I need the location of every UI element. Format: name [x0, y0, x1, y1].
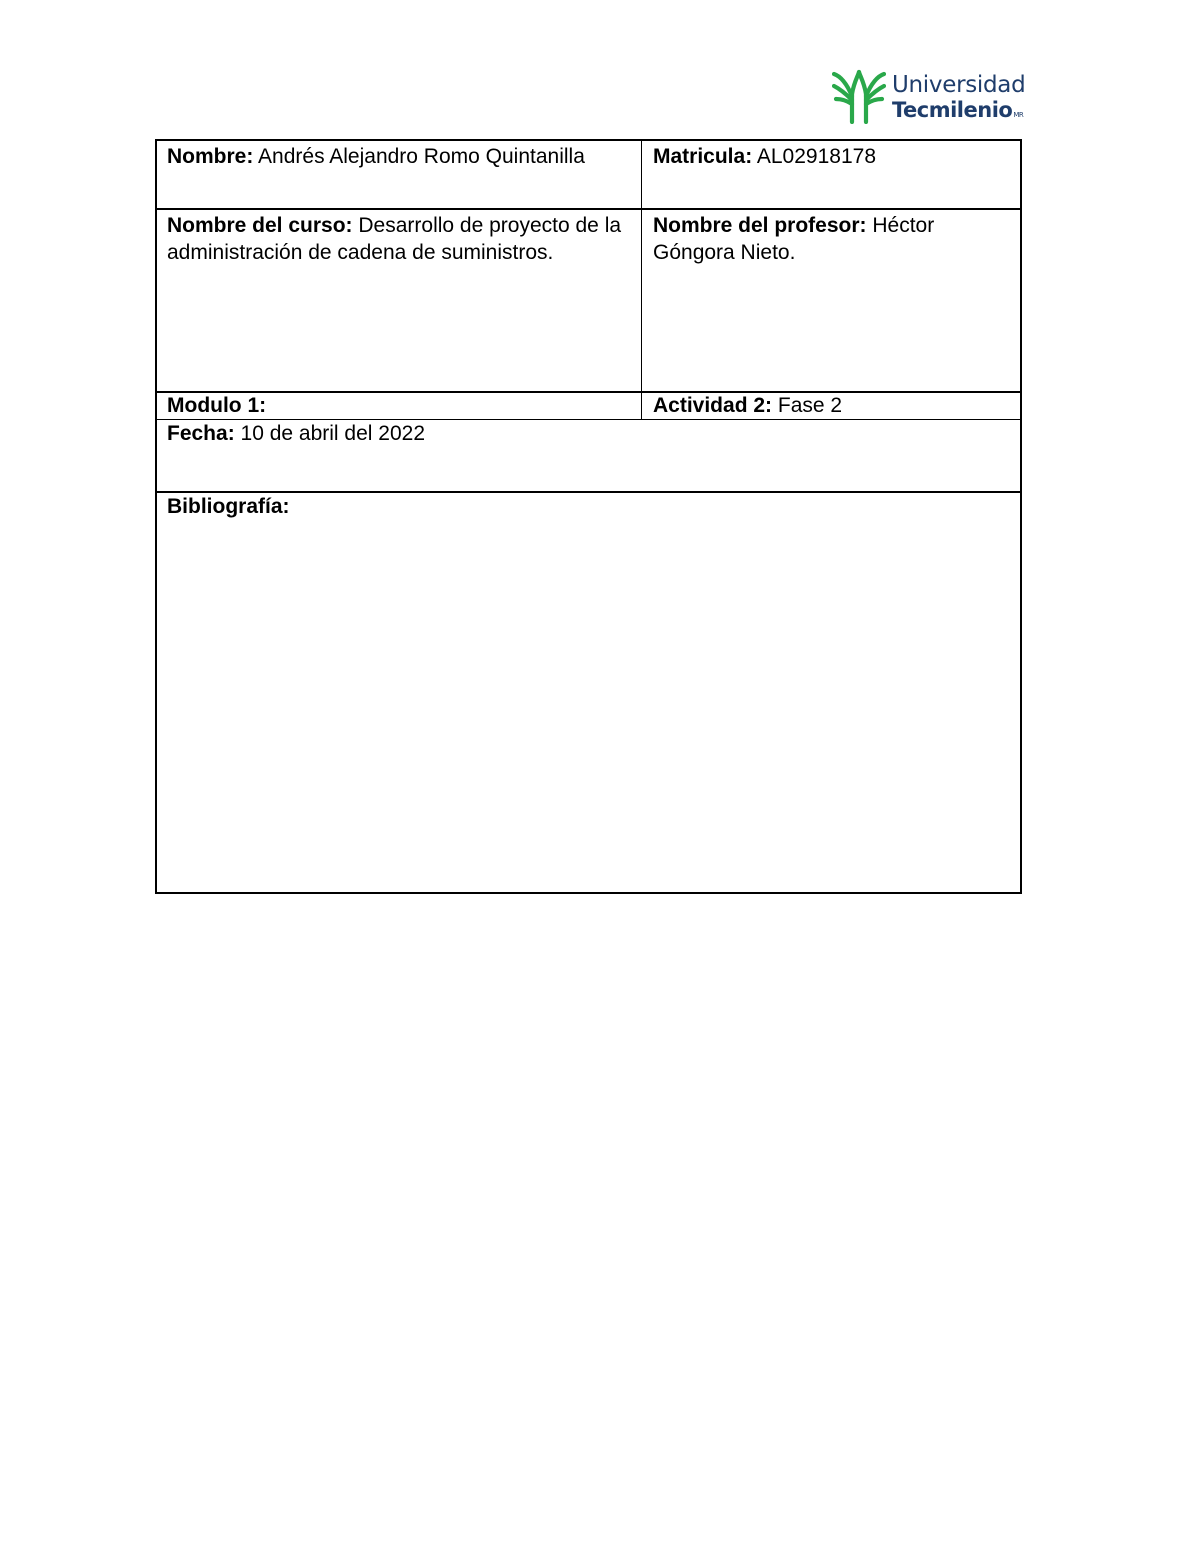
- value-fecha: 10 de abril del 2022: [240, 422, 426, 445]
- cell-matricula: [643, 141, 1021, 208]
- value-profesor: Héctor Góngora Nieto.: [653, 214, 935, 264]
- value-actividad: Fase 2: [777, 394, 843, 417]
- label-curso: Nombre del curso:: [167, 214, 353, 237]
- cell-bibliografia: [157, 493, 1020, 892]
- cell-curso: [157, 210, 641, 390]
- label-modulo: Modulo 1:: [167, 394, 267, 417]
- cell-profesor: [643, 210, 1021, 390]
- label-profesor: Nombre del profesor:: [653, 214, 867, 237]
- label-actividad: Actividad 2:: [653, 394, 773, 417]
- logo-brand-name: Tecmilenio: [892, 98, 1013, 122]
- logo-text-universidad: Universidad: [892, 72, 1026, 98]
- university-logo: [832, 66, 1037, 124]
- tecmilenio-logo-icon: [832, 68, 886, 124]
- logo-text-tecmilenio: [892, 98, 1023, 122]
- label-bibliografia: Bibliografía:: [167, 495, 290, 518]
- cell-fecha: [157, 420, 1020, 490]
- student-info-table: [155, 139, 1022, 894]
- table-divider-vertical: [641, 141, 642, 419]
- value-curso: Desarrollo de proyecto de la administración de cadena de suministros.: [167, 214, 622, 264]
- label-matricula: Matricula:: [653, 145, 753, 168]
- value-matricula: AL02918178: [756, 145, 876, 168]
- logo-trademark: MR: [1013, 111, 1024, 119]
- value-nombre: Andrés Alejandro Romo Quintanilla: [258, 145, 585, 168]
- label-fecha: Fecha:: [167, 422, 235, 445]
- cell-modulo: [157, 392, 641, 419]
- cell-nombre: [157, 141, 641, 208]
- label-nombre: Nombre:: [167, 145, 254, 168]
- cell-actividad: [643, 392, 1021, 419]
